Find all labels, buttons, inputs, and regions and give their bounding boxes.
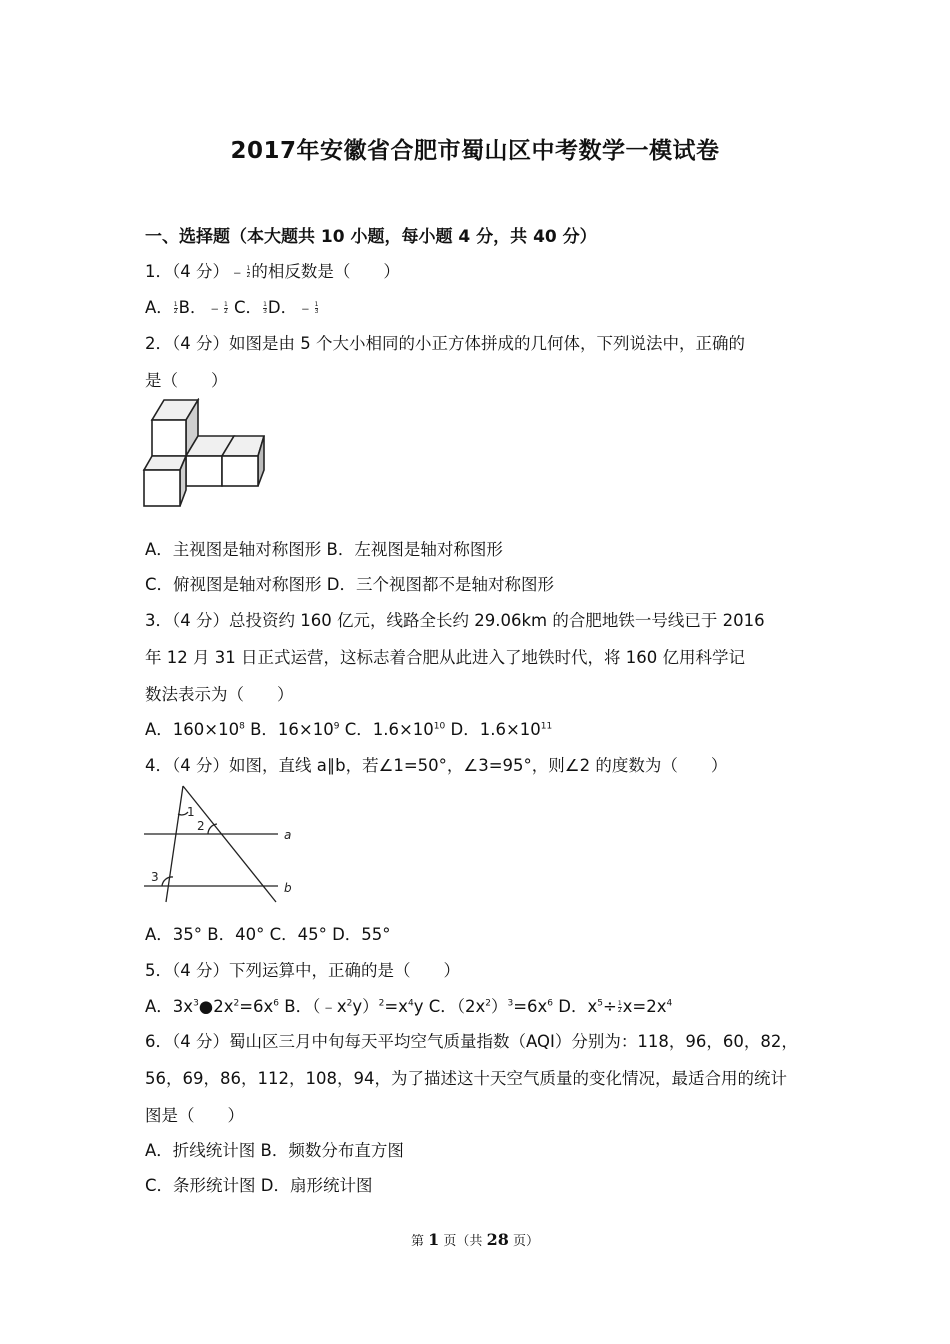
- q1-option-c: C．: [228, 298, 263, 317]
- cubes-figure: [140, 398, 268, 510]
- q5-exp: 2: [378, 998, 385, 1009]
- q5-text: ÷: [602, 997, 617, 1016]
- q6-options-cd: C．条形统计图 D．扇形统计图: [145, 1176, 373, 1195]
- q5-text: =6x: [513, 997, 548, 1016]
- q5-exp: 4: [666, 998, 673, 1009]
- q5-exp: 5: [597, 998, 603, 1009]
- q1-stem-b: 的相反数是（ ）: [251, 262, 400, 281]
- q5-exp: 6: [273, 998, 280, 1009]
- q6-stem-line2: 56，69，86，112，108，94，为了描述这十天空气质量的变化情况，最适合用的统计: [145, 1069, 787, 1088]
- q4-options: A．35° B．40° C．45° D．55°: [145, 925, 391, 944]
- footer-page-number: 1: [428, 1230, 440, 1249]
- q1-option-d: D．﹣: [267, 298, 314, 317]
- q5-text: ●2x: [198, 997, 234, 1016]
- q3-option-c: C．1.6×10: [339, 720, 434, 739]
- q1-stem-a: 1．（4 分）﹣: [145, 262, 246, 281]
- q1-option-b-frac: $\frac{1}{2}$: [223, 301, 228, 315]
- q3-option-a-exp: 8: [239, 721, 245, 732]
- q2-options-ab: A．主视图是轴对称图形 B．左视图是轴对称图形: [145, 540, 503, 559]
- page-footer: [0, 1230, 950, 1249]
- q2-stem-line1: 2．（4 分）如图是由 5 个大小相同的小正方体拼成的几何体，下列说法中，正确的: [145, 334, 745, 353]
- q5-text: y）: [352, 997, 379, 1016]
- section-heading: 一、选择题（本大题共 10 小题，每小题 4 分，共 40 分）: [145, 227, 597, 247]
- parallel-lines-figure: [140, 782, 305, 904]
- q5-text: =6x: [239, 997, 274, 1016]
- footer-text: 第: [411, 1234, 429, 1249]
- line-b-label: b: [284, 881, 292, 895]
- q1-fraction: $\frac{1}{2}$: [246, 265, 251, 279]
- q1-options: [145, 294, 319, 318]
- q5-option-a: A．3x: [145, 997, 194, 1016]
- q5-text: =x: [384, 997, 408, 1016]
- q5-exp: 6: [547, 998, 554, 1009]
- q6-stem-line3: 图是（ ）: [145, 1106, 244, 1125]
- q3-stem-line1: 3．（4 分）总投资约 160 亿元，线路全长约 29.06km 的合肥地铁一号线已于 2016: [145, 611, 765, 630]
- footer-total-pages: 28: [486, 1230, 509, 1249]
- line-a-label: a: [284, 828, 292, 842]
- q5-text: x=2x: [622, 997, 667, 1016]
- q5-exp: 3: [507, 998, 514, 1009]
- q2-options-cd: C．俯视图是轴对称图形 D．三个视图都不是轴对称图形: [145, 575, 554, 594]
- q3-stem-line3: 数法表示为（ ）: [145, 685, 294, 704]
- q5-option-c: y C．（2x: [413, 997, 486, 1016]
- q3-option-a: A．160×10: [145, 720, 240, 739]
- q1-option-a: A．: [145, 298, 173, 317]
- q6-stem-line1: 6．（4 分）蜀山区三月中旬每天平均空气质量指数（AQI）分别为：118，96，60，82，: [145, 1032, 798, 1051]
- q1-option-d-frac: $\frac{1}{3}$: [314, 301, 319, 315]
- angle-1-label: 1: [187, 805, 195, 819]
- q3-stem-line2: 年 12 月 31 日正式运营，这标志着合肥从此进入了地铁时代，将 160 亿用科学记: [145, 648, 745, 667]
- angle-3-label: 3: [151, 870, 159, 884]
- q5-exp: 2: [346, 998, 353, 1009]
- q5-text: ）: [490, 997, 508, 1016]
- q3-option-b: B．16×10: [244, 720, 334, 739]
- q3-options: [145, 716, 552, 740]
- q5-options: [145, 993, 672, 1017]
- q3-option-b-exp: 9: [333, 721, 340, 732]
- q5-exp: 2: [233, 998, 240, 1009]
- q4-stem: 4．（4 分）如图，直线 a∥b，若∠1=50°，∠3=95°，则∠2 的度数为（ ）: [145, 756, 728, 775]
- page-title: 2017年安徽省合肥市蜀山区中考数学一模试卷: [230, 138, 720, 164]
- footer-text: 页（共: [439, 1234, 487, 1249]
- q5-exp: 3: [193, 998, 199, 1009]
- angle-2-label: 2: [197, 819, 205, 833]
- q1-option-c-frac: $\frac{1}{3}$: [263, 301, 267, 315]
- q3-option-d-exp: 11: [540, 721, 553, 732]
- q2-stem-line2: 是（ ）: [145, 371, 228, 390]
- q5-exp: 4: [407, 998, 414, 1009]
- q1-option-a-frac: $\frac{1}{2}$: [173, 301, 178, 315]
- q6-options-ab: A．折线统计图 B．频数分布直方图: [145, 1141, 404, 1160]
- footer-text: 页）: [508, 1234, 539, 1249]
- q5-fraction: $\frac{1}{2}$: [617, 1000, 622, 1014]
- question-1: [145, 258, 400, 282]
- q5-stem: 5．（4 分）下列运算中，正确的是（ ）: [145, 961, 460, 980]
- q5-option-d: D．x: [553, 997, 598, 1016]
- q5-option-b: B．（﹣x: [279, 997, 347, 1016]
- q5-exp: 2: [485, 998, 491, 1009]
- q3-option-d: D．1.6×10: [445, 720, 541, 739]
- q3-option-c-exp: 10: [433, 721, 446, 732]
- q1-option-b: B．﹣: [178, 298, 223, 317]
